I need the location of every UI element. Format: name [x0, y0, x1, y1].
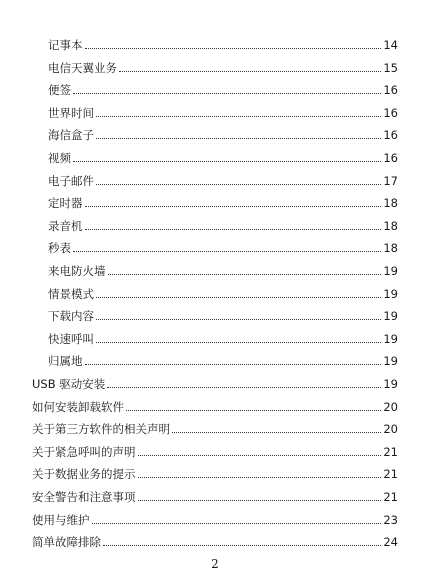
toc-entry-page: 19 — [383, 286, 398, 301]
toc-entry-page: 20 — [383, 399, 398, 414]
toc-dot-leader — [96, 296, 381, 298]
toc-entry-page: 18 — [383, 241, 398, 256]
toc-dot-leader — [107, 386, 381, 388]
toc-dot-leader — [138, 476, 382, 478]
toc-dot-leader — [73, 250, 381, 252]
toc-dot-leader — [138, 499, 382, 501]
toc-entry-page: 15 — [383, 60, 398, 75]
toc-entry — [48, 34, 398, 52]
toc-dot-leader — [85, 363, 382, 365]
toc-entry-title: 使用与维护 — [32, 512, 90, 527]
toc-entry-page: 21 — [383, 444, 398, 459]
toc-entry — [48, 124, 398, 142]
toc-entry-page: 21 — [383, 490, 398, 504]
toc-entry-title: 记事本 — [48, 38, 83, 52]
toc-dot-leader — [96, 137, 381, 139]
toc-entry-title: 世界时间 — [48, 105, 94, 120]
toc-entry — [48, 305, 398, 323]
toc-dot-leader — [96, 115, 381, 117]
toc-dot-leader — [85, 228, 382, 230]
toc-entry-title: 视频 — [48, 151, 71, 165]
toc-entry-title: 如何安装卸载软件 — [32, 399, 124, 414]
toc-entry-title: 定时器 — [48, 196, 83, 211]
toc-entry — [32, 531, 398, 549]
toc-entry — [32, 463, 398, 481]
toc-entry-title: 关于第三方软件的相关声明 — [32, 422, 170, 437]
toc-entry-title: 关于数据业务的提示 — [32, 467, 136, 482]
toc-entry — [32, 396, 398, 414]
toc-entry-page: 16 — [383, 151, 398, 165]
toc-dot-leader — [96, 183, 381, 185]
toc-entry-title: 便签 — [48, 83, 71, 98]
toc-entry-page: 16 — [383, 105, 398, 120]
toc-entry — [32, 418, 398, 436]
toc-entry-page: 19 — [383, 264, 398, 278]
toc-entry-page: 17 — [383, 173, 398, 188]
toc-entry-page: 19 — [383, 309, 398, 324]
toc-entry-page: 19 — [383, 331, 398, 346]
toc-dot-leader — [96, 341, 381, 343]
toc-entry-title: 电子邮件 — [48, 173, 94, 188]
toc-entry — [48, 237, 398, 255]
toc-entry — [32, 486, 398, 504]
toc-dot-leader — [138, 454, 382, 456]
toc-entry-title: 来电防火墙 — [48, 264, 106, 278]
toc-entry — [32, 441, 398, 459]
toc-entry — [48, 283, 398, 301]
toc-entry — [48, 102, 398, 120]
toc-entry — [48, 147, 398, 165]
toc-entry-title: 海信盒子 — [48, 128, 94, 143]
toc-entry-title: 下载内容 — [48, 309, 94, 324]
toc-dot-leader — [73, 160, 381, 162]
toc-entry-page: 16 — [383, 128, 398, 143]
toc-entry-title: 秒表 — [48, 241, 71, 256]
page-number: 2 — [211, 557, 219, 571]
toc-entry — [48, 350, 398, 368]
toc-entry-title: 录音机 — [48, 218, 83, 233]
toc-entry-page: 14 — [383, 38, 398, 52]
toc-entry-page: 19 — [383, 354, 398, 369]
toc-entry-title: 简单故障排除 — [32, 535, 101, 550]
toc-entry — [32, 509, 398, 527]
toc-entry-page: 18 — [383, 196, 398, 211]
toc-entry-title: USB 驱动安装 — [32, 377, 106, 391]
toc-dot-leader — [92, 522, 382, 524]
toc-entry — [48, 260, 398, 278]
toc-dot-leader — [96, 318, 381, 320]
toc-dot-leader — [85, 205, 382, 207]
toc-entry — [32, 373, 398, 391]
toc-entry-page: 23 — [383, 512, 398, 527]
toc-dot-leader — [126, 409, 381, 411]
toc-entry-page: 16 — [383, 83, 398, 98]
toc-entry — [48, 170, 398, 188]
toc-entry-page: 19 — [383, 377, 398, 391]
toc-dot-leader — [119, 70, 381, 72]
toc-dot-leader — [103, 544, 381, 546]
toc-entry — [48, 192, 398, 210]
toc-entry-title: 归属地 — [48, 354, 83, 369]
toc-entry-title: 电信天翼业务 — [48, 60, 117, 75]
toc-dot-leader — [108, 273, 382, 275]
toc-entry — [48, 79, 398, 97]
toc-entry-title: 安全警告和注意事项 — [32, 490, 136, 504]
toc-entry-page: 24 — [383, 535, 398, 550]
toc-entry-page: 21 — [383, 467, 398, 482]
toc-entry-title: 关于紧急呼叫的声明 — [32, 444, 136, 459]
toc-dot-leader — [85, 47, 382, 49]
toc-dot-leader — [172, 431, 381, 433]
toc-entry — [48, 328, 398, 346]
toc-entry-title: 快速呼叫 — [48, 331, 94, 346]
toc-dot-leader — [73, 92, 381, 94]
toc-entry — [48, 57, 398, 75]
toc-entry-title: 情景模式 — [48, 286, 94, 301]
toc-entry-page: 20 — [383, 422, 398, 437]
toc-entry — [48, 215, 398, 233]
toc-entry-page: 18 — [383, 218, 398, 233]
